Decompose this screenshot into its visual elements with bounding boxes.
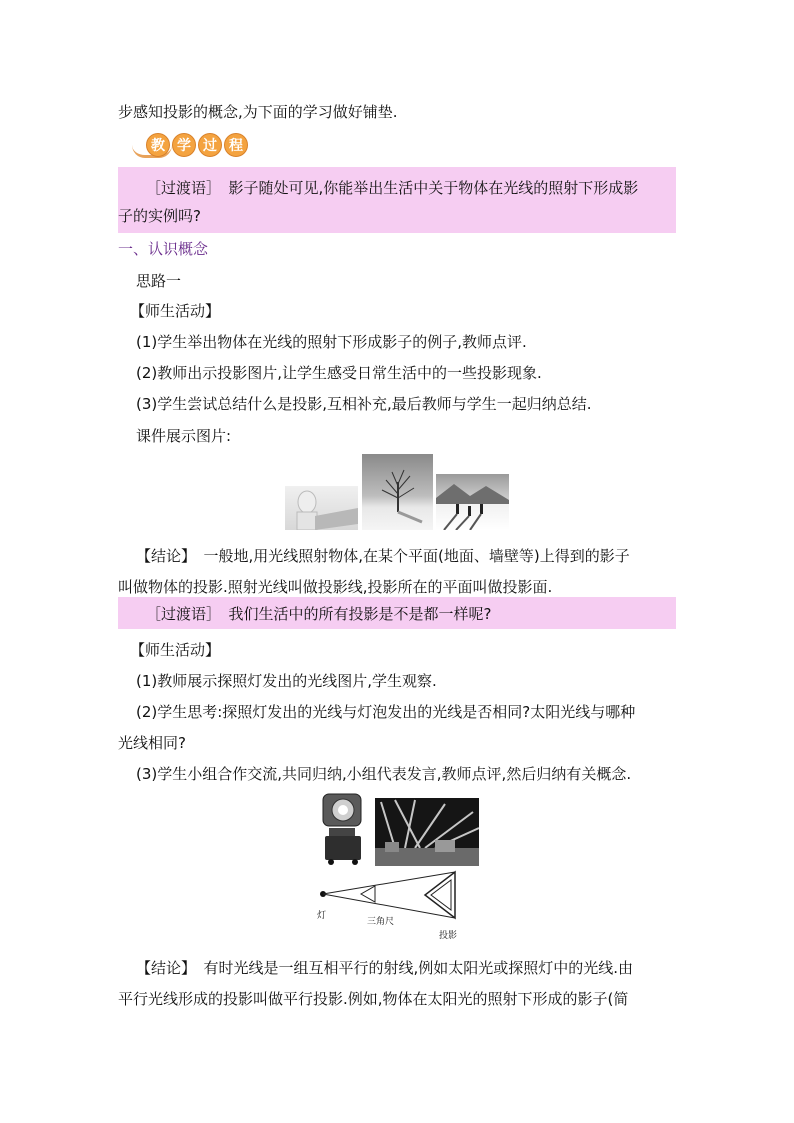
activity-2-item-2-line-1: (2)学生思考:探照灯发出的光线与灯泡发出的光线是否相同?太阳光线与哪种 bbox=[136, 703, 636, 721]
diagram-label-triangle: 三角尺 bbox=[367, 917, 395, 927]
diagram-label-lamp: 灯 bbox=[317, 911, 327, 921]
badge-char-1: 教 bbox=[146, 133, 170, 157]
transition-1-line-1: ［过渡语］ 影子随处可见,你能举出生活中关于物体在光线的照射下形成影 bbox=[146, 179, 639, 197]
searchlight-device-photo bbox=[321, 790, 365, 866]
badge-char-3: 过 bbox=[198, 133, 222, 157]
teaching-process-badge bbox=[132, 133, 243, 159]
badge-char-2: 学 bbox=[172, 133, 196, 157]
searchlight-beams-photo bbox=[375, 798, 479, 866]
activity-2-title: 【师生活动】 bbox=[130, 641, 221, 659]
conclusion-2-line-2: 平行光线形成的投影叫做平行投影.例如,物体在太阳光的照射下形成的影子(简 bbox=[118, 990, 629, 1008]
transition-box-2 bbox=[118, 597, 676, 629]
intro-text: 步感知投影的概念,为下面的学习做好铺垫. bbox=[118, 103, 398, 121]
activity-1-item-3: (3)学生尝试总结什么是投影,互相补充,最后教师与学生一起归纳总结. bbox=[136, 395, 592, 413]
activity-2-item-2-line-2: 光线相同? bbox=[118, 734, 186, 752]
activity-2-item-1: (1)教师展示探照灯发出的光线图片,学生观察. bbox=[136, 672, 437, 690]
winter-tree-photo bbox=[362, 454, 433, 530]
conclusion-1-line-2: 叫做物体的投影.照射光线叫做投影线,投影所在的平面叫做投影面. bbox=[118, 578, 553, 596]
badge-char-4: 程 bbox=[224, 133, 248, 157]
transition-1-line-2: 子的实例吗? bbox=[118, 207, 201, 225]
skiers-shadow-photo bbox=[436, 474, 509, 530]
bust-shadow-photo bbox=[285, 486, 358, 530]
transition-box-1 bbox=[118, 167, 676, 233]
diagram-label-projection: 投影 bbox=[439, 931, 458, 940]
idea-label: 思路一 bbox=[136, 272, 182, 290]
activity-1-item-2: (2)教师出示投影图片,让学生感受日常生活中的一些投影现象. bbox=[136, 364, 542, 382]
activity-1-item-1: (1)学生举出物体在光线的照射下形成影子的例子,教师点评. bbox=[136, 333, 527, 351]
conclusion-2-line-1: 【结论】 有时光线是一组互相平行的射线,例如太阳光或探照灯中的光线.由 bbox=[136, 959, 634, 977]
courseware-label: 课件展示图片: bbox=[136, 427, 232, 445]
section-heading: 一、认识概念 bbox=[118, 240, 209, 258]
central-projection-diagram bbox=[315, 868, 475, 940]
activity-1-title: 【师生活动】 bbox=[130, 302, 221, 320]
activity-2-item-3: (3)学生小组合作交流,共同归纳,小组代表发言,教师点评,然后归纳有关概念. bbox=[136, 765, 632, 783]
transition-2-text: ［过渡语］ 我们生活中的所有投影是不是都一样呢? bbox=[146, 605, 492, 623]
conclusion-1-line-1: 【结论】 一般地,用光线照射物体,在某个平面(地面、墙壁等)上得到的影子 bbox=[136, 547, 630, 565]
